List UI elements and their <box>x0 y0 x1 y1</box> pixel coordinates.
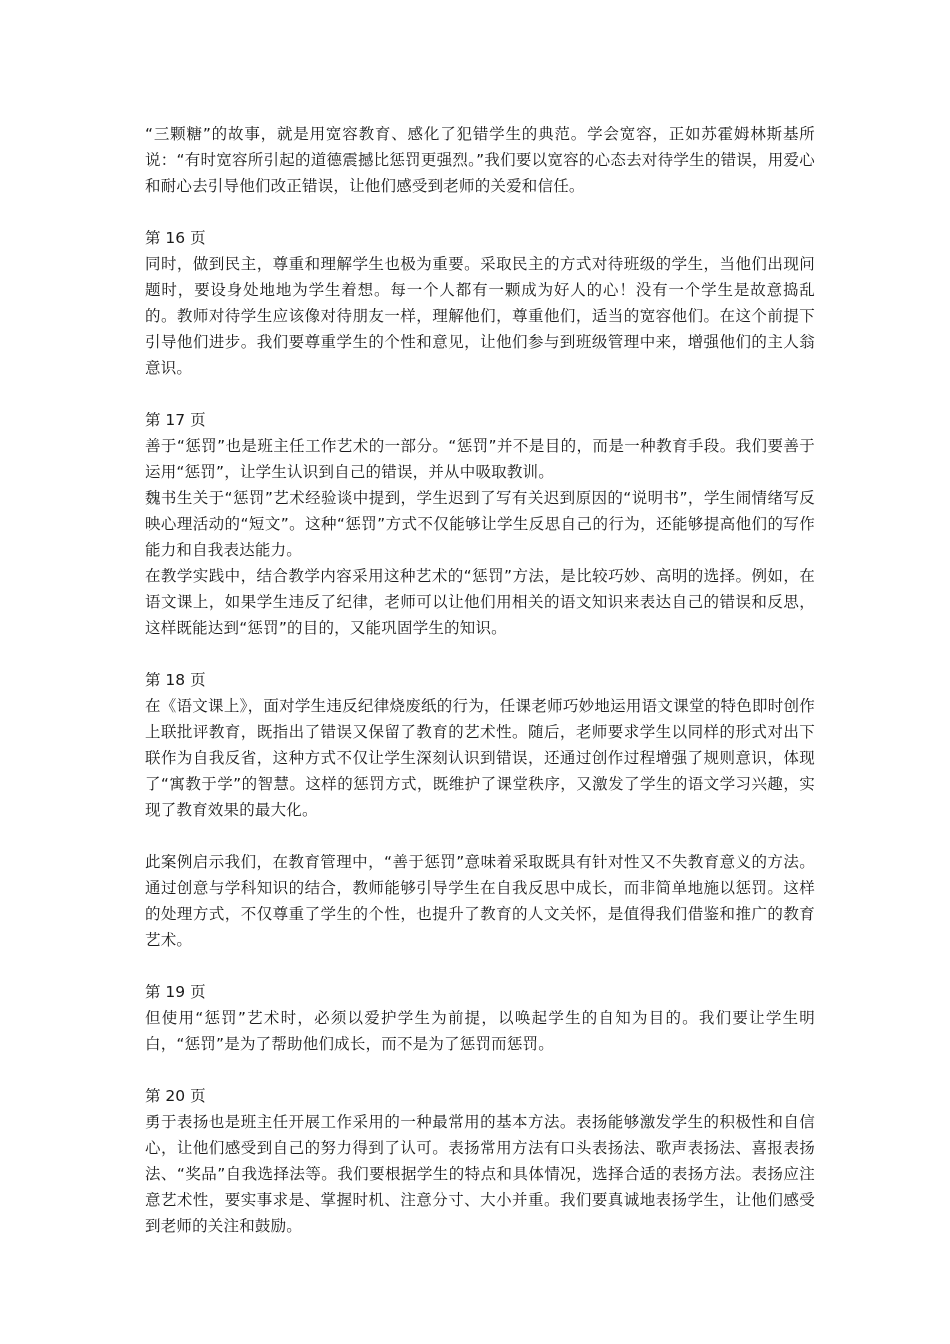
spacer <box>145 381 815 407</box>
page-number-18: 第 18 页 <box>145 671 206 689</box>
paragraph-praise: 勇于表扬也是班主任开展工作采用的一种最常用的基本方法。表扬能够激发学生的积极性和自信心，让他们感受到自己的努力得到了认可。表扬常用方法有口头表扬法、歌声表扬法、喜报表扬法、“奖品”自我选择法等。我们要根据学生的特点和具体情况，选择合适的表扬方法。表扬应注意艺术性，要实事求是、掌握时机、注意分寸、大小并重。我们要真诚地表扬学生，让他们感受到老师的关注和鼓励。 <box>145 1113 815 1235</box>
spacer <box>145 199 815 225</box>
page-number-19: 第 19 页 <box>145 983 206 1001</box>
paragraph-wei-shusheng: 魏书生关于“惩罚”艺术经验谈中提到，学生迟到了写有关迟到原因的“说明书”，学生闹情绪写反映心理活动的“短文”。这种“惩罚”方式不仅能够让学生反思自己的行为，还能够提高他们的写作能力和自我表达能力。 <box>145 489 815 559</box>
paragraph-three-candies: “三颗糖”的故事，就是用宽容教育、感化了犯错学生的典范。学会宽容，正如苏霍姆林斯基所说：“有时宽容所引起的道德震撼比惩罚更强烈。”我们要以宽容的心态去对待学生的错误，用爱心和耐心去引导他们改正错误，让他们感受到老师的关爱和信任。 <box>145 125 815 195</box>
spacer <box>145 953 815 979</box>
page-number-17: 第 17 页 <box>145 411 206 429</box>
spacer <box>145 823 815 849</box>
document-body <box>145 121 815 1239</box>
paragraph-punishment-premise: 但使用“惩罚”艺术时，必须以爱护学生为前提，以唤起学生的自知为目的。我们要让学生明白，“惩罚”是为了帮助他们成长，而不是为了惩罚而惩罚。 <box>145 1009 815 1053</box>
spacer <box>145 641 815 667</box>
page-number-20: 第 20 页 <box>145 1087 206 1105</box>
paragraph-democracy: 同时，做到民主，尊重和理解学生也极为重要。采取民主的方式对待班级的学生，当他们出现问题时，要设身处地地为学生着想。每一个人都有一颗成为好人的心！没有一个学生是故意捣乱的。教师对待学生应该像对待朋友一样，理解他们，尊重他们，适当的宽容他们。在这个前提下引导他们进步。我们要尊重学生的个性和意见，让他们参与到班级管理中来，增强他们的主人翁意识。 <box>145 255 815 377</box>
paragraph-case-insight: 此案例启示我们，在教育管理中，“善于惩罚”意味着采取既具有针对性又不失教育意义的方法。通过创意与学科知识的结合，教师能够引导学生在自我反思中成长，而非简单地施以惩罚。这样的处理方式，不仅尊重了学生的个性，也提升了教育的人文关怀，是值得我们借鉴和推广的教育艺术。 <box>145 853 815 949</box>
spacer <box>145 1057 815 1083</box>
page-number-16: 第 16 页 <box>145 229 206 247</box>
paragraph-punishment-intro: 善于“惩罚”也是班主任工作艺术的一部分。“惩罚”并不是目的，而是一种教育手段。我们要善于运用“惩罚”，让学生认识到自己的错误，并从中吸取教训。 <box>145 437 815 481</box>
paragraph-teaching-practice: 在教学实践中，结合教学内容采用这种艺术的“惩罚”方法，是比较巧妙、高明的选择。例如，在语文课上，如果学生违反了纪律，老师可以让他们用相关的语文知识来表达自己的错误和反思，这样既能达到“惩罚”的目的，又能巩固学生的知识。 <box>145 567 815 637</box>
paragraph-chinese-class-case: 在《语文课上》，面对学生违反纪律烧废纸的行为，任课老师巧妙地运用语文课堂的特色即时创作上联批评教育，既指出了错误又保留了教育的艺术性。随后，老师要求学生以同样的形式对出下联作为自我反省，这种方式不仅让学生深刻认识到错误，还通过创作过程增强了规则意识，体现了“寓教于学”的智慧。这样的惩罚方式，既维护了课堂秩序，又激发了学生的语文学习兴趣，实现了教育效果的最大化。 <box>145 697 815 819</box>
